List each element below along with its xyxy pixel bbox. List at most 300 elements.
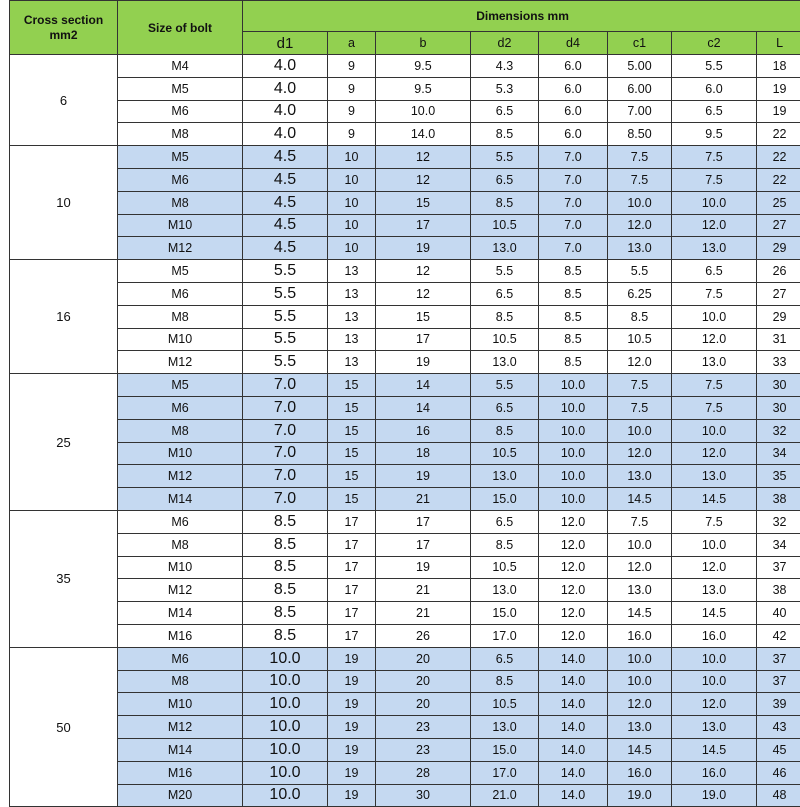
d1-cell: 5.5 <box>243 260 328 283</box>
a-cell: 10 <box>328 168 376 191</box>
column-header-a: a <box>328 32 376 55</box>
c2-cell: 12.0 <box>672 328 757 351</box>
table-row <box>10 693 800 716</box>
bolt-size-cell: M12 <box>118 579 243 602</box>
b-cell: 14 <box>376 374 471 397</box>
d2-cell: 8.5 <box>471 670 539 693</box>
a-cell: 19 <box>328 738 376 761</box>
c2-cell: 13.0 <box>672 716 757 739</box>
table-row <box>10 282 800 305</box>
c1-cell: 19.0 <box>608 784 672 807</box>
L-cell: 46 <box>757 761 800 784</box>
table-row <box>10 237 800 260</box>
d4-cell: 14.0 <box>539 647 608 670</box>
cross-section-header: Cross section mm2 <box>10 1 118 55</box>
c2-cell: 12.0 <box>672 214 757 237</box>
b-cell: 12 <box>376 146 471 169</box>
bolt-dimensions-table <box>9 0 800 807</box>
table-row <box>10 123 800 146</box>
bolt-size-cell: M8 <box>118 533 243 556</box>
cross-section-cell: 16 <box>10 260 118 374</box>
bolt-size-cell: M10 <box>118 328 243 351</box>
L-cell: 37 <box>757 556 800 579</box>
d1-cell: 4.0 <box>243 55 328 78</box>
a-cell: 13 <box>328 282 376 305</box>
d4-cell: 8.5 <box>539 351 608 374</box>
column-header-d2: d2 <box>471 32 539 55</box>
table-row <box>10 670 800 693</box>
d2-cell: 13.0 <box>471 716 539 739</box>
a-cell: 15 <box>328 419 376 442</box>
c2-cell: 10.0 <box>672 419 757 442</box>
a-cell: 17 <box>328 602 376 625</box>
L-cell: 34 <box>757 533 800 556</box>
d1-cell: 7.0 <box>243 465 328 488</box>
bolt-size-cell: M5 <box>118 260 243 283</box>
d4-cell: 7.0 <box>539 168 608 191</box>
column-header-d4: d4 <box>539 32 608 55</box>
d4-cell: 10.0 <box>539 396 608 419</box>
table-row <box>10 191 800 214</box>
d4-cell: 14.0 <box>539 670 608 693</box>
d4-cell: 8.5 <box>539 282 608 305</box>
bolt-size-cell: M5 <box>118 374 243 397</box>
d1-cell: 10.0 <box>243 784 328 807</box>
bolt-size-cell: M6 <box>118 510 243 533</box>
d1-cell: 8.5 <box>243 624 328 647</box>
L-cell: 33 <box>757 351 800 374</box>
cross-section-group <box>10 146 800 260</box>
bolt-size-cell: M12 <box>118 716 243 739</box>
c2-cell: 10.0 <box>672 191 757 214</box>
a-cell: 17 <box>328 556 376 579</box>
bolt-size-cell: M5 <box>118 77 243 100</box>
b-cell: 17 <box>376 328 471 351</box>
d4-cell: 7.0 <box>539 146 608 169</box>
bolt-size-cell: M10 <box>118 214 243 237</box>
bolt-size-cell: M12 <box>118 351 243 374</box>
c2-cell: 10.0 <box>672 533 757 556</box>
b-cell: 20 <box>376 670 471 693</box>
c1-cell: 10.0 <box>608 419 672 442</box>
c1-cell: 7.5 <box>608 168 672 191</box>
c2-cell: 12.0 <box>672 442 757 465</box>
bolt-size-cell: M12 <box>118 465 243 488</box>
table-row <box>10 260 800 283</box>
d4-cell: 6.0 <box>539 123 608 146</box>
b-cell: 12 <box>376 282 471 305</box>
c2-cell: 19.0 <box>672 784 757 807</box>
d4-cell: 6.0 <box>539 55 608 78</box>
d4-cell: 6.0 <box>539 100 608 123</box>
cross-section-group <box>10 510 800 647</box>
d4-cell: 14.0 <box>539 693 608 716</box>
c2-cell: 12.0 <box>672 693 757 716</box>
c1-cell: 13.0 <box>608 465 672 488</box>
d2-cell: 6.5 <box>471 168 539 191</box>
a-cell: 9 <box>328 77 376 100</box>
a-cell: 13 <box>328 305 376 328</box>
cross-section-cell: 25 <box>10 374 118 511</box>
d2-cell: 13.0 <box>471 579 539 602</box>
d2-cell: 6.5 <box>471 396 539 419</box>
c2-cell: 7.5 <box>672 510 757 533</box>
d2-cell: 8.5 <box>471 123 539 146</box>
bolt-size-cell: M8 <box>118 305 243 328</box>
L-cell: 27 <box>757 282 800 305</box>
b-cell: 19 <box>376 465 471 488</box>
a-cell: 15 <box>328 465 376 488</box>
a-cell: 19 <box>328 716 376 739</box>
cross-section-cell: 6 <box>10 55 118 146</box>
table-row <box>10 55 800 78</box>
b-cell: 19 <box>376 556 471 579</box>
cross-section-group <box>10 260 800 374</box>
column-header-d1: d1 <box>243 32 328 55</box>
b-cell: 20 <box>376 693 471 716</box>
d2-cell: 5.5 <box>471 260 539 283</box>
d2-cell: 17.0 <box>471 761 539 784</box>
c2-cell: 10.0 <box>672 647 757 670</box>
c1-cell: 13.0 <box>608 716 672 739</box>
d1-cell: 4.5 <box>243 191 328 214</box>
L-cell: 37 <box>757 670 800 693</box>
c2-cell: 7.5 <box>672 396 757 419</box>
table-row <box>10 716 800 739</box>
a-cell: 17 <box>328 533 376 556</box>
table-row <box>10 328 800 351</box>
dimensions-header: Dimensions mm <box>243 1 800 32</box>
b-cell: 21 <box>376 602 471 625</box>
table-row <box>10 647 800 670</box>
L-cell: 22 <box>757 146 800 169</box>
d4-cell: 14.0 <box>539 784 608 807</box>
b-cell: 14.0 <box>376 123 471 146</box>
d2-cell: 15.0 <box>471 602 539 625</box>
d1-cell: 10.0 <box>243 738 328 761</box>
table-row <box>10 442 800 465</box>
b-cell: 15 <box>376 305 471 328</box>
a-cell: 19 <box>328 761 376 784</box>
d2-cell: 5.3 <box>471 77 539 100</box>
c1-cell: 13.0 <box>608 237 672 260</box>
table-row <box>10 510 800 533</box>
b-cell: 23 <box>376 738 471 761</box>
c1-cell: 12.0 <box>608 556 672 579</box>
table-row <box>10 351 800 374</box>
d2-cell: 13.0 <box>471 351 539 374</box>
b-cell: 17 <box>376 214 471 237</box>
a-cell: 15 <box>328 488 376 511</box>
a-cell: 15 <box>328 442 376 465</box>
L-cell: 38 <box>757 579 800 602</box>
c2-cell: 7.5 <box>672 168 757 191</box>
a-cell: 13 <box>328 351 376 374</box>
c1-cell: 14.5 <box>608 602 672 625</box>
L-cell: 48 <box>757 784 800 807</box>
L-cell: 26 <box>757 260 800 283</box>
cross-section-group <box>10 374 800 511</box>
bolt-size-cell: M14 <box>118 488 243 511</box>
table-row <box>10 533 800 556</box>
d2-cell: 8.5 <box>471 419 539 442</box>
d2-cell: 10.5 <box>471 442 539 465</box>
bolt-size-cell: M5 <box>118 146 243 169</box>
d4-cell: 10.0 <box>539 419 608 442</box>
a-cell: 15 <box>328 374 376 397</box>
d2-cell: 8.5 <box>471 191 539 214</box>
cross-section-group <box>10 647 800 807</box>
c1-cell: 7.5 <box>608 396 672 419</box>
c2-cell: 14.5 <box>672 602 757 625</box>
d1-cell: 10.0 <box>243 647 328 670</box>
d1-cell: 4.5 <box>243 214 328 237</box>
c2-cell: 5.5 <box>672 55 757 78</box>
d2-cell: 6.5 <box>471 647 539 670</box>
L-cell: 30 <box>757 374 800 397</box>
c2-cell: 9.5 <box>672 123 757 146</box>
c1-cell: 12.0 <box>608 214 672 237</box>
b-cell: 19 <box>376 351 471 374</box>
bolt-size-cell: M6 <box>118 647 243 670</box>
bolt-size-cell: M6 <box>118 396 243 419</box>
d4-cell: 12.0 <box>539 602 608 625</box>
a-cell: 19 <box>328 670 376 693</box>
a-cell: 13 <box>328 328 376 351</box>
d1-cell: 7.0 <box>243 488 328 511</box>
d1-cell: 5.5 <box>243 305 328 328</box>
table-row <box>10 168 800 191</box>
a-cell: 10 <box>328 214 376 237</box>
d2-cell: 15.0 <box>471 488 539 511</box>
a-cell: 17 <box>328 579 376 602</box>
cross-section-cell: 35 <box>10 510 118 647</box>
L-cell: 38 <box>757 488 800 511</box>
d4-cell: 8.5 <box>539 305 608 328</box>
d1-cell: 7.0 <box>243 374 328 397</box>
c2-cell: 6.5 <box>672 260 757 283</box>
column-header-c1: c1 <box>608 32 672 55</box>
L-cell: 22 <box>757 123 800 146</box>
c1-cell: 8.5 <box>608 305 672 328</box>
table-header <box>10 1 800 55</box>
a-cell: 10 <box>328 237 376 260</box>
c1-cell: 14.5 <box>608 738 672 761</box>
table-row <box>10 556 800 579</box>
size-of-bolt-header: Size of bolt <box>118 1 243 55</box>
bolt-size-cell: M20 <box>118 784 243 807</box>
d2-cell: 13.0 <box>471 465 539 488</box>
c2-cell: 7.5 <box>672 374 757 397</box>
d1-cell: 7.0 <box>243 442 328 465</box>
bolt-size-cell: M6 <box>118 168 243 191</box>
c2-cell: 16.0 <box>672 624 757 647</box>
c2-cell: 10.0 <box>672 670 757 693</box>
b-cell: 12 <box>376 168 471 191</box>
bolt-size-cell: M14 <box>118 738 243 761</box>
d2-cell: 17.0 <box>471 624 539 647</box>
d1-cell: 10.0 <box>243 761 328 784</box>
c1-cell: 7.5 <box>608 374 672 397</box>
b-cell: 9.5 <box>376 55 471 78</box>
d4-cell: 12.0 <box>539 510 608 533</box>
table-row <box>10 374 800 397</box>
b-cell: 28 <box>376 761 471 784</box>
bolt-size-cell: M6 <box>118 282 243 305</box>
c1-cell: 10.0 <box>608 647 672 670</box>
d4-cell: 14.0 <box>539 716 608 739</box>
d2-cell: 8.5 <box>471 533 539 556</box>
d4-cell: 10.0 <box>539 488 608 511</box>
table-row <box>10 784 800 807</box>
a-cell: 19 <box>328 647 376 670</box>
d1-cell: 4.0 <box>243 100 328 123</box>
table-row <box>10 396 800 419</box>
d2-cell: 10.5 <box>471 693 539 716</box>
cross-section-cell: 50 <box>10 647 118 807</box>
a-cell: 19 <box>328 693 376 716</box>
d4-cell: 14.0 <box>539 738 608 761</box>
d2-cell: 5.5 <box>471 374 539 397</box>
d1-cell: 10.0 <box>243 693 328 716</box>
d1-cell: 8.5 <box>243 510 328 533</box>
c2-cell: 13.0 <box>672 579 757 602</box>
d4-cell: 14.0 <box>539 761 608 784</box>
table-row <box>10 488 800 511</box>
table-row <box>10 579 800 602</box>
c1-cell: 12.0 <box>608 351 672 374</box>
L-cell: 35 <box>757 465 800 488</box>
b-cell: 9.5 <box>376 77 471 100</box>
L-cell: 19 <box>757 100 800 123</box>
a-cell: 9 <box>328 123 376 146</box>
c1-cell: 10.0 <box>608 533 672 556</box>
table-row <box>10 624 800 647</box>
column-header-b: b <box>376 32 471 55</box>
d2-cell: 4.3 <box>471 55 539 78</box>
table-row <box>10 100 800 123</box>
L-cell: 42 <box>757 624 800 647</box>
bolt-size-cell: M14 <box>118 602 243 625</box>
L-cell: 22 <box>757 168 800 191</box>
d2-cell: 10.5 <box>471 556 539 579</box>
d4-cell: 10.0 <box>539 442 608 465</box>
c2-cell: 13.0 <box>672 351 757 374</box>
d4-cell: 7.0 <box>539 191 608 214</box>
c1-cell: 10.0 <box>608 670 672 693</box>
L-cell: 32 <box>757 419 800 442</box>
d1-cell: 8.5 <box>243 533 328 556</box>
L-cell: 30 <box>757 396 800 419</box>
L-cell: 19 <box>757 77 800 100</box>
d1-cell: 8.5 <box>243 579 328 602</box>
c1-cell: 5.5 <box>608 260 672 283</box>
d1-cell: 8.5 <box>243 602 328 625</box>
c1-cell: 10.0 <box>608 191 672 214</box>
table-row <box>10 602 800 625</box>
d1-cell: 4.5 <box>243 168 328 191</box>
table-row <box>10 77 800 100</box>
b-cell: 10.0 <box>376 100 471 123</box>
d4-cell: 12.0 <box>539 579 608 602</box>
table-row <box>10 305 800 328</box>
c1-cell: 12.0 <box>608 693 672 716</box>
c2-cell: 7.5 <box>672 146 757 169</box>
table-row <box>10 146 800 169</box>
c2-cell: 13.0 <box>672 465 757 488</box>
d1-cell: 8.5 <box>243 556 328 579</box>
d1-cell: 4.5 <box>243 237 328 260</box>
d2-cell: 21.0 <box>471 784 539 807</box>
b-cell: 12 <box>376 260 471 283</box>
c1-cell: 16.0 <box>608 761 672 784</box>
c1-cell: 7.5 <box>608 146 672 169</box>
b-cell: 15 <box>376 191 471 214</box>
c1-cell: 13.0 <box>608 579 672 602</box>
b-cell: 21 <box>376 488 471 511</box>
c2-cell: 12.0 <box>672 556 757 579</box>
d1-cell: 7.0 <box>243 396 328 419</box>
c1-cell: 16.0 <box>608 624 672 647</box>
d4-cell: 10.0 <box>539 374 608 397</box>
a-cell: 10 <box>328 146 376 169</box>
d4-cell: 7.0 <box>539 237 608 260</box>
L-cell: 31 <box>757 328 800 351</box>
c2-cell: 14.5 <box>672 738 757 761</box>
d1-cell: 4.0 <box>243 77 328 100</box>
c1-cell: 8.50 <box>608 123 672 146</box>
c2-cell: 16.0 <box>672 761 757 784</box>
d1-cell: 5.5 <box>243 351 328 374</box>
c1-cell: 7.00 <box>608 100 672 123</box>
b-cell: 17 <box>376 533 471 556</box>
table-row <box>10 419 800 442</box>
d4-cell: 10.0 <box>539 465 608 488</box>
d2-cell: 6.5 <box>471 100 539 123</box>
L-cell: 25 <box>757 191 800 214</box>
bolt-size-cell: M4 <box>118 55 243 78</box>
d2-cell: 10.5 <box>471 328 539 351</box>
a-cell: 15 <box>328 396 376 419</box>
L-cell: 18 <box>757 55 800 78</box>
c2-cell: 14.5 <box>672 488 757 511</box>
d2-cell: 15.0 <box>471 738 539 761</box>
d4-cell: 12.0 <box>539 624 608 647</box>
a-cell: 9 <box>328 100 376 123</box>
c1-cell: 10.5 <box>608 328 672 351</box>
d1-cell: 4.5 <box>243 146 328 169</box>
bolt-size-cell: M16 <box>118 761 243 784</box>
a-cell: 17 <box>328 510 376 533</box>
table-row <box>10 214 800 237</box>
bolt-size-cell: M8 <box>118 419 243 442</box>
L-cell: 40 <box>757 602 800 625</box>
bolt-size-cell: M16 <box>118 624 243 647</box>
bolt-size-cell: M8 <box>118 191 243 214</box>
d4-cell: 8.5 <box>539 328 608 351</box>
bolt-size-cell: M12 <box>118 237 243 260</box>
a-cell: 9 <box>328 55 376 78</box>
d4-cell: 12.0 <box>539 556 608 579</box>
L-cell: 29 <box>757 305 800 328</box>
c2-cell: 6.0 <box>672 77 757 100</box>
bolt-size-cell: M6 <box>118 100 243 123</box>
d2-cell: 8.5 <box>471 305 539 328</box>
d1-cell: 7.0 <box>243 419 328 442</box>
c1-cell: 7.5 <box>608 510 672 533</box>
b-cell: 18 <box>376 442 471 465</box>
c2-cell: 7.5 <box>672 282 757 305</box>
